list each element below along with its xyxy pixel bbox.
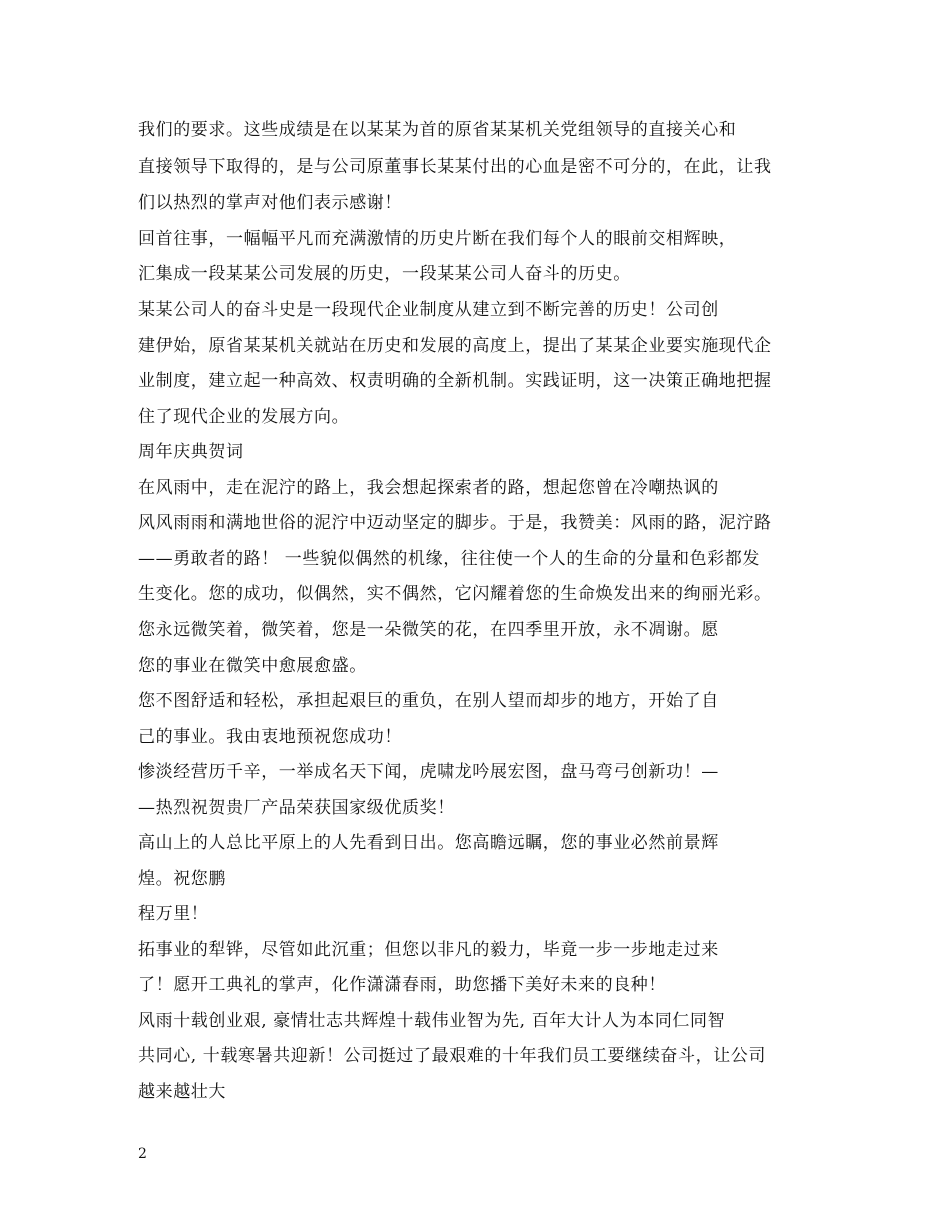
text-line: 程万里！ [138, 904, 209, 924]
text-line: —热烈祝贺贵厂产品荣获国家级优质奖！ [138, 798, 455, 818]
text-line: 风风雨雨和满地世俗的泥泞中迈动坚定的脚步。于是，我赞美：风雨的路，泥泞路 [138, 513, 772, 533]
text-line: 己的事业。我由衷地预祝您成功！ [138, 727, 402, 747]
text-line: 住了现代企业的发展方向。 [138, 407, 350, 427]
text-line: 某某公司人的奋斗史是一段现代企业制度从建立到不断完善的历史！公司创 [138, 300, 719, 320]
text-line: 回首往事，一幅幅平凡而充满激情的历史片断在我们每个人的眼前交相辉映， [138, 229, 737, 249]
text-line: 风雨十载创业艰, 豪情壮志共辉煌十载伟业智为先, 百年大计人为本同仁同智 [138, 1011, 726, 1031]
text-line: 我们的要求。这些成绩是在以某某为首的原省某某机关党组领导的直接关心和 [138, 120, 737, 140]
text-line: 拓事业的犁铧，尽管如此沉重；但您以非凡的毅力，毕竟一步一步地走过来 [138, 940, 719, 960]
text-line: 越来越壮大 [138, 1082, 226, 1102]
page-number: 2 [138, 1146, 147, 1162]
text-line: 直接领导下取得的，是与公司原董事长某某付出的心血是密不可分的，在此，让我 [138, 157, 772, 177]
text-line: 们以热烈的掌声对他们表示感谢！ [138, 193, 402, 213]
text-line: ——勇敢者的路！ 一些貌似偶然的机缘，往往使一个人的生命的分量和色彩都发 [138, 549, 761, 569]
text-line: 煌。祝您鹏 [138, 869, 226, 889]
text-line: 您永远微笑着，微笑着，您是一朵微笑的花，在四季里开放，永不凋谢。愿 [138, 620, 719, 640]
text-line: 高山上的人总比平原上的人先看到日出。您高瞻远瞩，您的事业必然前景辉 [138, 833, 719, 853]
text-line: 您不图舒适和轻松，承担起艰巨的重负，在别人望而却步的地方，开始了自 [138, 691, 719, 711]
text-line: 您的事业在微笑中愈展愈盛。 [138, 656, 367, 676]
text-line: 业制度，建立起一种高效、权责明确的全新机制。实践证明，这一决策正确地把握 [138, 371, 772, 391]
text-line: 惨淡经营历千辛，一举成名天下闻，虎啸龙吟展宏图，盘马弯弓创新功！— [138, 762, 719, 782]
text-line: 建伊始，原省某某机关就站在历史和发展的高度上，提出了某某企业要实施现代企 [138, 336, 772, 356]
text-line: 共同心, 十载寒暑共迎新！公司挺过了最艰难的十年我们员工要继续奋斗，让公司 [138, 1046, 767, 1066]
text-line: 汇集成一段某某公司发展的历史，一段某某公司人奋斗的历史。 [138, 264, 631, 284]
text-line: 在风雨中，走在泥泞的路上，我会想起探索者的路，想起您曾在冷嘲热讽的 [138, 478, 719, 498]
text-line: 生变化。您的成功，似偶然，实不偶然，它闪耀着您的生命焕发出来的绚丽光彩。 [138, 584, 772, 604]
section-heading: 周年庆典贺词 [138, 442, 244, 462]
text-line: 了！愿开工典礼的掌声，化作潇潇春雨，助您播下美好未来的良种！ [138, 975, 666, 995]
